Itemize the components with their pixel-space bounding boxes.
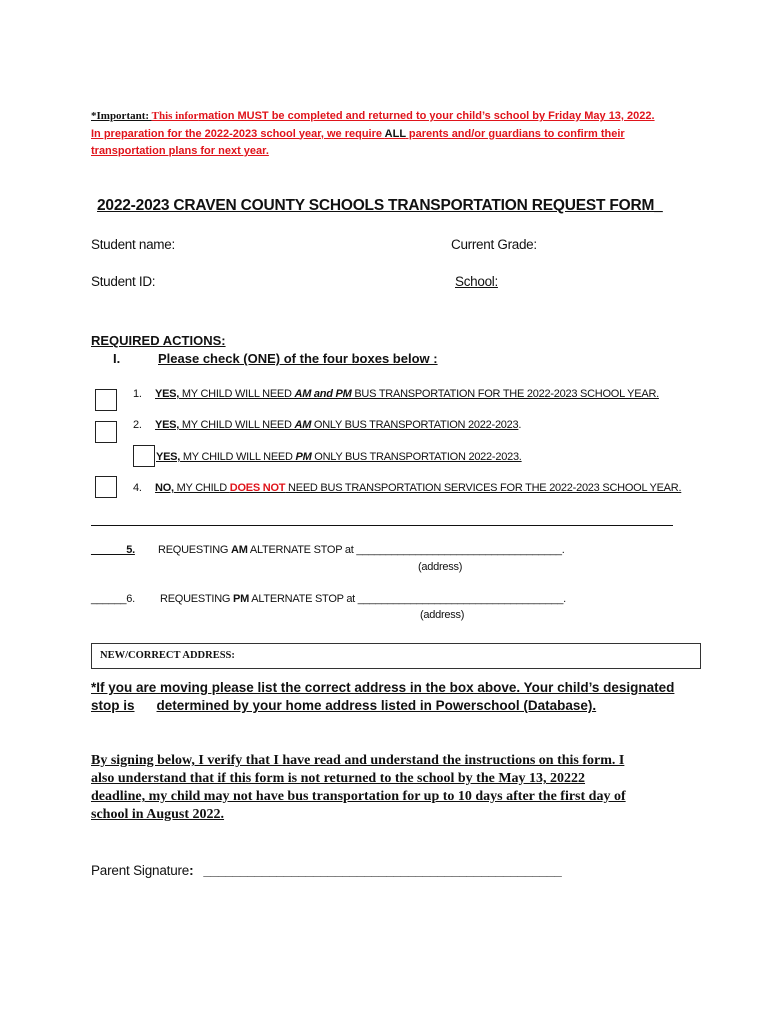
- checkbox-option-4[interactable]: [95, 476, 117, 498]
- required-instruction: Please check (ONE) of the four boxes below :: [158, 351, 438, 366]
- notice-red-rest: mation MUST be completed and returned to your child’s school by Friday May 13, 2022.: [198, 110, 655, 122]
- moving-note-line-2: stop is determined by your home address listed in Powerschool (Database).: [91, 698, 597, 713]
- notice-line-1: [91, 108, 655, 126]
- verification-paragraph: By signing below, I verify that I have read and understand the instructions on this form. I also understand that if this form is not returned to the school by the May 13, 20222 deadline, my child may not have bus transportation for up to 10 days after the first day of school in August 2022.: [91, 753, 626, 822]
- alternate-stop-pm: ______6. REQUESTING PM ALTERNATE STOP at ___________________________________.: [91, 593, 566, 605]
- roman-numeral: I.: [113, 351, 121, 366]
- checkbox-option-3[interactable]: [133, 445, 155, 467]
- section-divider: [91, 525, 673, 526]
- school-label: School:: [455, 274, 498, 289]
- parent-signature-line[interactable]: _________________________________________________: [203, 863, 562, 878]
- moving-note: [91, 679, 674, 715]
- address-caption-pm: (address): [420, 609, 465, 621]
- option-3: YES, MY CHILD WILL NEED PM ONLY BUS TRANSPORTATION 2022-2023.: [156, 451, 522, 463]
- required-actions: [91, 332, 438, 368]
- notice-red-serif: This infor: [151, 110, 199, 122]
- required-heading: REQUIRED ACTIONS:: [91, 333, 226, 348]
- parent-signature-row: Parent Signature: _________________________________________________: [91, 863, 562, 878]
- important-notice: [91, 108, 655, 161]
- notice-line-2: In preparation for the 2022-2023 school year, we require ALL parents and/or guardians to confirm their: [91, 127, 625, 140]
- moving-note-line-1: *If you are moving please list the correct address in the box above. Your child’s designated: [91, 680, 675, 695]
- option-4: 4. NO, MY CHILD DOES NOT NEED BUS TRANSPORTATION SERVICES FOR THE 2022-2023 SCHOOL YEAR.: [133, 482, 682, 494]
- notice-line-3: transportation plans for next year.: [91, 145, 269, 157]
- checkbox-option-1[interactable]: [95, 389, 117, 411]
- parent-signature-label: Parent Signature: [91, 863, 190, 878]
- form-title: 2022-2023 CRAVEN COUNTY SCHOOLS TRANSPORTATION REQUEST FORM_: [97, 197, 663, 214]
- new-address-label: NEW/CORRECT ADDRESS:: [100, 650, 235, 661]
- option-2: 2. YES, MY CHILD WILL NEED AM ONLY BUS TRANSPORTATION 2022-2023.: [133, 419, 522, 431]
- current-grade-label: Current Grade:: [451, 237, 537, 252]
- new-address-box[interactable]: [91, 643, 701, 669]
- alternate-stop-am: ______5. REQUESTING AM ALTERNATE STOP at ___________________________________.: [91, 544, 565, 556]
- required-instruction-row: [91, 350, 438, 368]
- option-1: 1. YES, MY CHILD WILL NEED AM and PM BUS TRANSPORTATION FOR THE 2022-2023 SCHOOL YEAR.: [133, 388, 659, 400]
- address-caption-am: (address): [418, 561, 463, 573]
- student-name-label: Student name:: [91, 237, 175, 252]
- checkbox-option-2[interactable]: [95, 421, 117, 443]
- student-id-label: Student ID:: [91, 274, 156, 289]
- notice-prefix: *Important:: [91, 110, 152, 122]
